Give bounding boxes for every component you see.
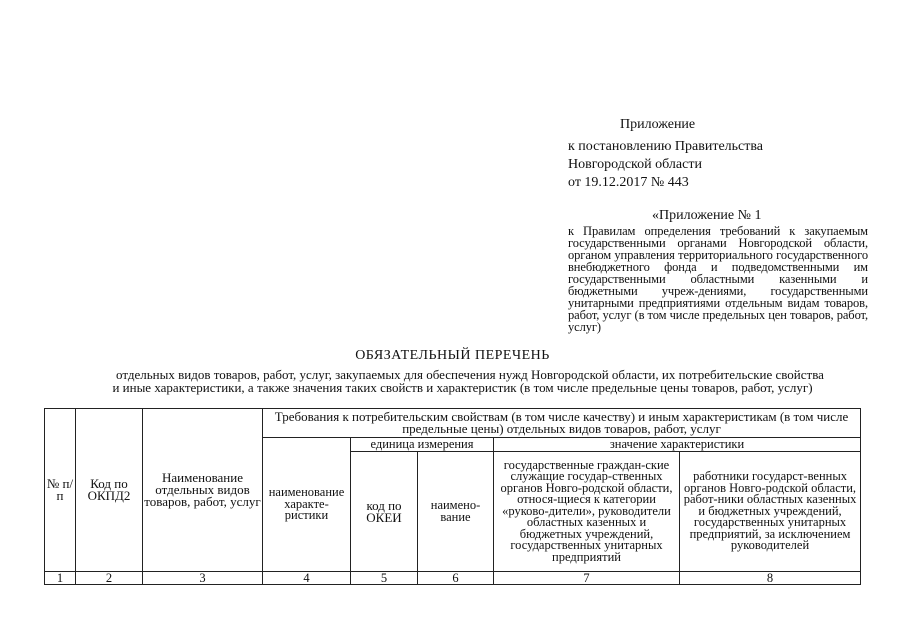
value-header: значение характеристики: [494, 438, 861, 452]
appendix-label: Приложение: [620, 117, 696, 132]
date-number-line: от 19.12.2017 № 443: [568, 175, 689, 190]
appendix1-rules-text: к Правилам определения требований к закупаемым государственными органами Новгородской области, органом управления территориального государственного внебюджетного фонда и подведомственными им государственными областными казенными и бюджетными учреж-дениями, государственными унитарными предприятиями отдельным видам товаров, работ, услуг (в том числе предельных цен товаров, работ, услуг): [568, 224, 868, 334]
col-okpd2-header: Код по ОКПД2: [76, 409, 143, 572]
document-subtitle-1: отдельных видов товаров, работ, услуг, закупаемых для обеспечения нужд Новгородской области, их потребительские свойства: [116, 367, 824, 382]
col-value-managers-header: государственные граждан-ские служащие государ-ственных органов Новго-родской области, относя-щиеся к категории «руково-дители», руководители областных казенных и бюджетных учреждений, государственных унитарных предприятий: [494, 452, 680, 572]
col-number-header: № п/п: [45, 409, 76, 572]
resolution-line: к постановлению Правительства: [568, 139, 764, 154]
appendix1-title: «Приложение № 1: [652, 208, 762, 223]
requirements-header: Требования к потребительским свойствам (в том числе качеству) и иным характеристикам (в том числе предельные цены) отдельных видов товаров, работ, услуг: [263, 409, 861, 438]
table-header-row-1: [45, 409, 861, 438]
col-goods-name-header: Наименование отдельных видов товаров, работ, услуг: [143, 409, 263, 572]
col-okei-code-header: код по ОКЕИ: [351, 452, 418, 572]
column-number: 6: [418, 572, 494, 585]
col-value-employees-header: работники государст-венных органов Новго-родской области, работ-ники областных казенных и бюджетных учреждений, государственных унитарных предприятий, за исключением руководителей: [680, 452, 861, 572]
column-number: 4: [263, 572, 351, 585]
column-number: 1: [45, 572, 76, 585]
perechen-table: [44, 408, 861, 585]
col-unit-name-header: наимено-вание: [418, 452, 494, 572]
col-characteristic-name-header: наименование характе-ристики: [263, 438, 351, 572]
region-line: Новгородской области: [568, 157, 702, 172]
document-subtitle-2: и иные характеристики, а также значения таких свойств и характеристик (в том числе предельные цены товаров, работ, услуг): [112, 380, 813, 395]
column-numbers-row: [45, 572, 861, 585]
document-title: ОБЯЗАТЕЛЬНЫЙ ПЕРЕЧЕНЬ: [355, 348, 550, 363]
unit-header: единица измерения: [351, 438, 494, 452]
column-number: 2: [76, 572, 143, 585]
column-number: 8: [680, 572, 861, 585]
column-number: 7: [494, 572, 680, 585]
column-number: 3: [143, 572, 263, 585]
column-number: 5: [351, 572, 418, 585]
